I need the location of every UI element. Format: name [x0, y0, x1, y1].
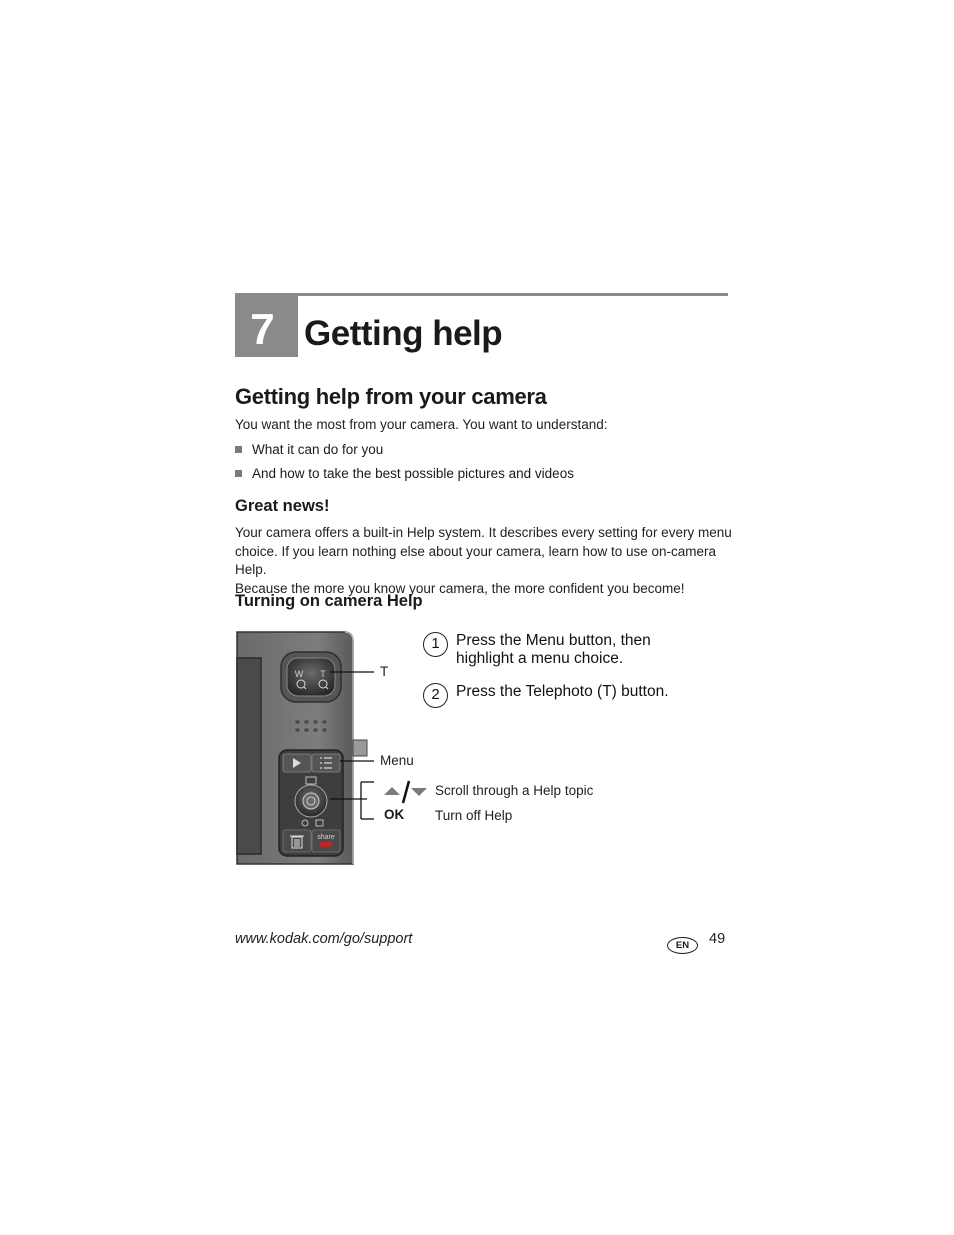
step-number-circle: 1 [423, 632, 448, 657]
camera-w-label: W [294, 669, 304, 679]
up-down-arrows-icon [382, 778, 430, 806]
bullet-item [235, 465, 574, 483]
chapter-number: 7 [250, 305, 275, 354]
bullet-text: What it can do for you [252, 442, 384, 457]
step-2 [423, 683, 733, 709]
camera-share-label: share [317, 834, 335, 841]
great-news-heading: Great news! [235, 497, 330, 515]
footer-support-link[interactable]: www.kodak.com/go/support [235, 931, 413, 947]
great-news-paragraph [235, 524, 735, 598]
bullet-square-icon [235, 446, 242, 453]
step-line: Press the Telephoto (T) button. [456, 683, 669, 700]
bullet-item [235, 441, 383, 459]
step-text [456, 683, 726, 701]
section-intro: You want the most from your camera. You want to understand: [235, 417, 608, 432]
section-heading: Getting help from your camera [235, 384, 547, 409]
callout-ok-text: Turn off Help [435, 808, 513, 823]
chapter-title: Getting help [304, 314, 503, 353]
step-line: Press the Menu button, then [456, 632, 651, 649]
paragraph-line: Because the more you know your camera, the more confident you become! [235, 580, 685, 596]
turning-on-heading: Turning on camera Help [235, 592, 423, 610]
callout-scroll-text: Scroll through a Help topic [435, 783, 594, 798]
paragraph-line: choice. If you learn nothing else about your camera, learn how to use on-camera Help. [235, 543, 717, 577]
step-text [456, 632, 726, 668]
page-number: 49 [709, 931, 726, 947]
callout-lines [330, 668, 390, 828]
callout-ok-label: OK [384, 807, 405, 822]
step-1 [423, 632, 733, 672]
bullet-text: And how to take the best possible pictures and videos [252, 466, 574, 481]
step-line: highlight a menu choice. [456, 650, 624, 667]
paragraph-line: Your camera offers a built-in Help system. It describes every setting for every menu [235, 525, 732, 540]
bullet-square-icon [235, 470, 242, 477]
language-badge: EN [667, 937, 698, 954]
callout-t-label: T [380, 664, 389, 679]
callout-menu-label: Menu [380, 753, 414, 768]
chapter-rule [235, 293, 728, 296]
step-number-circle: 2 [423, 683, 448, 708]
camera-t-label: T [320, 669, 326, 679]
